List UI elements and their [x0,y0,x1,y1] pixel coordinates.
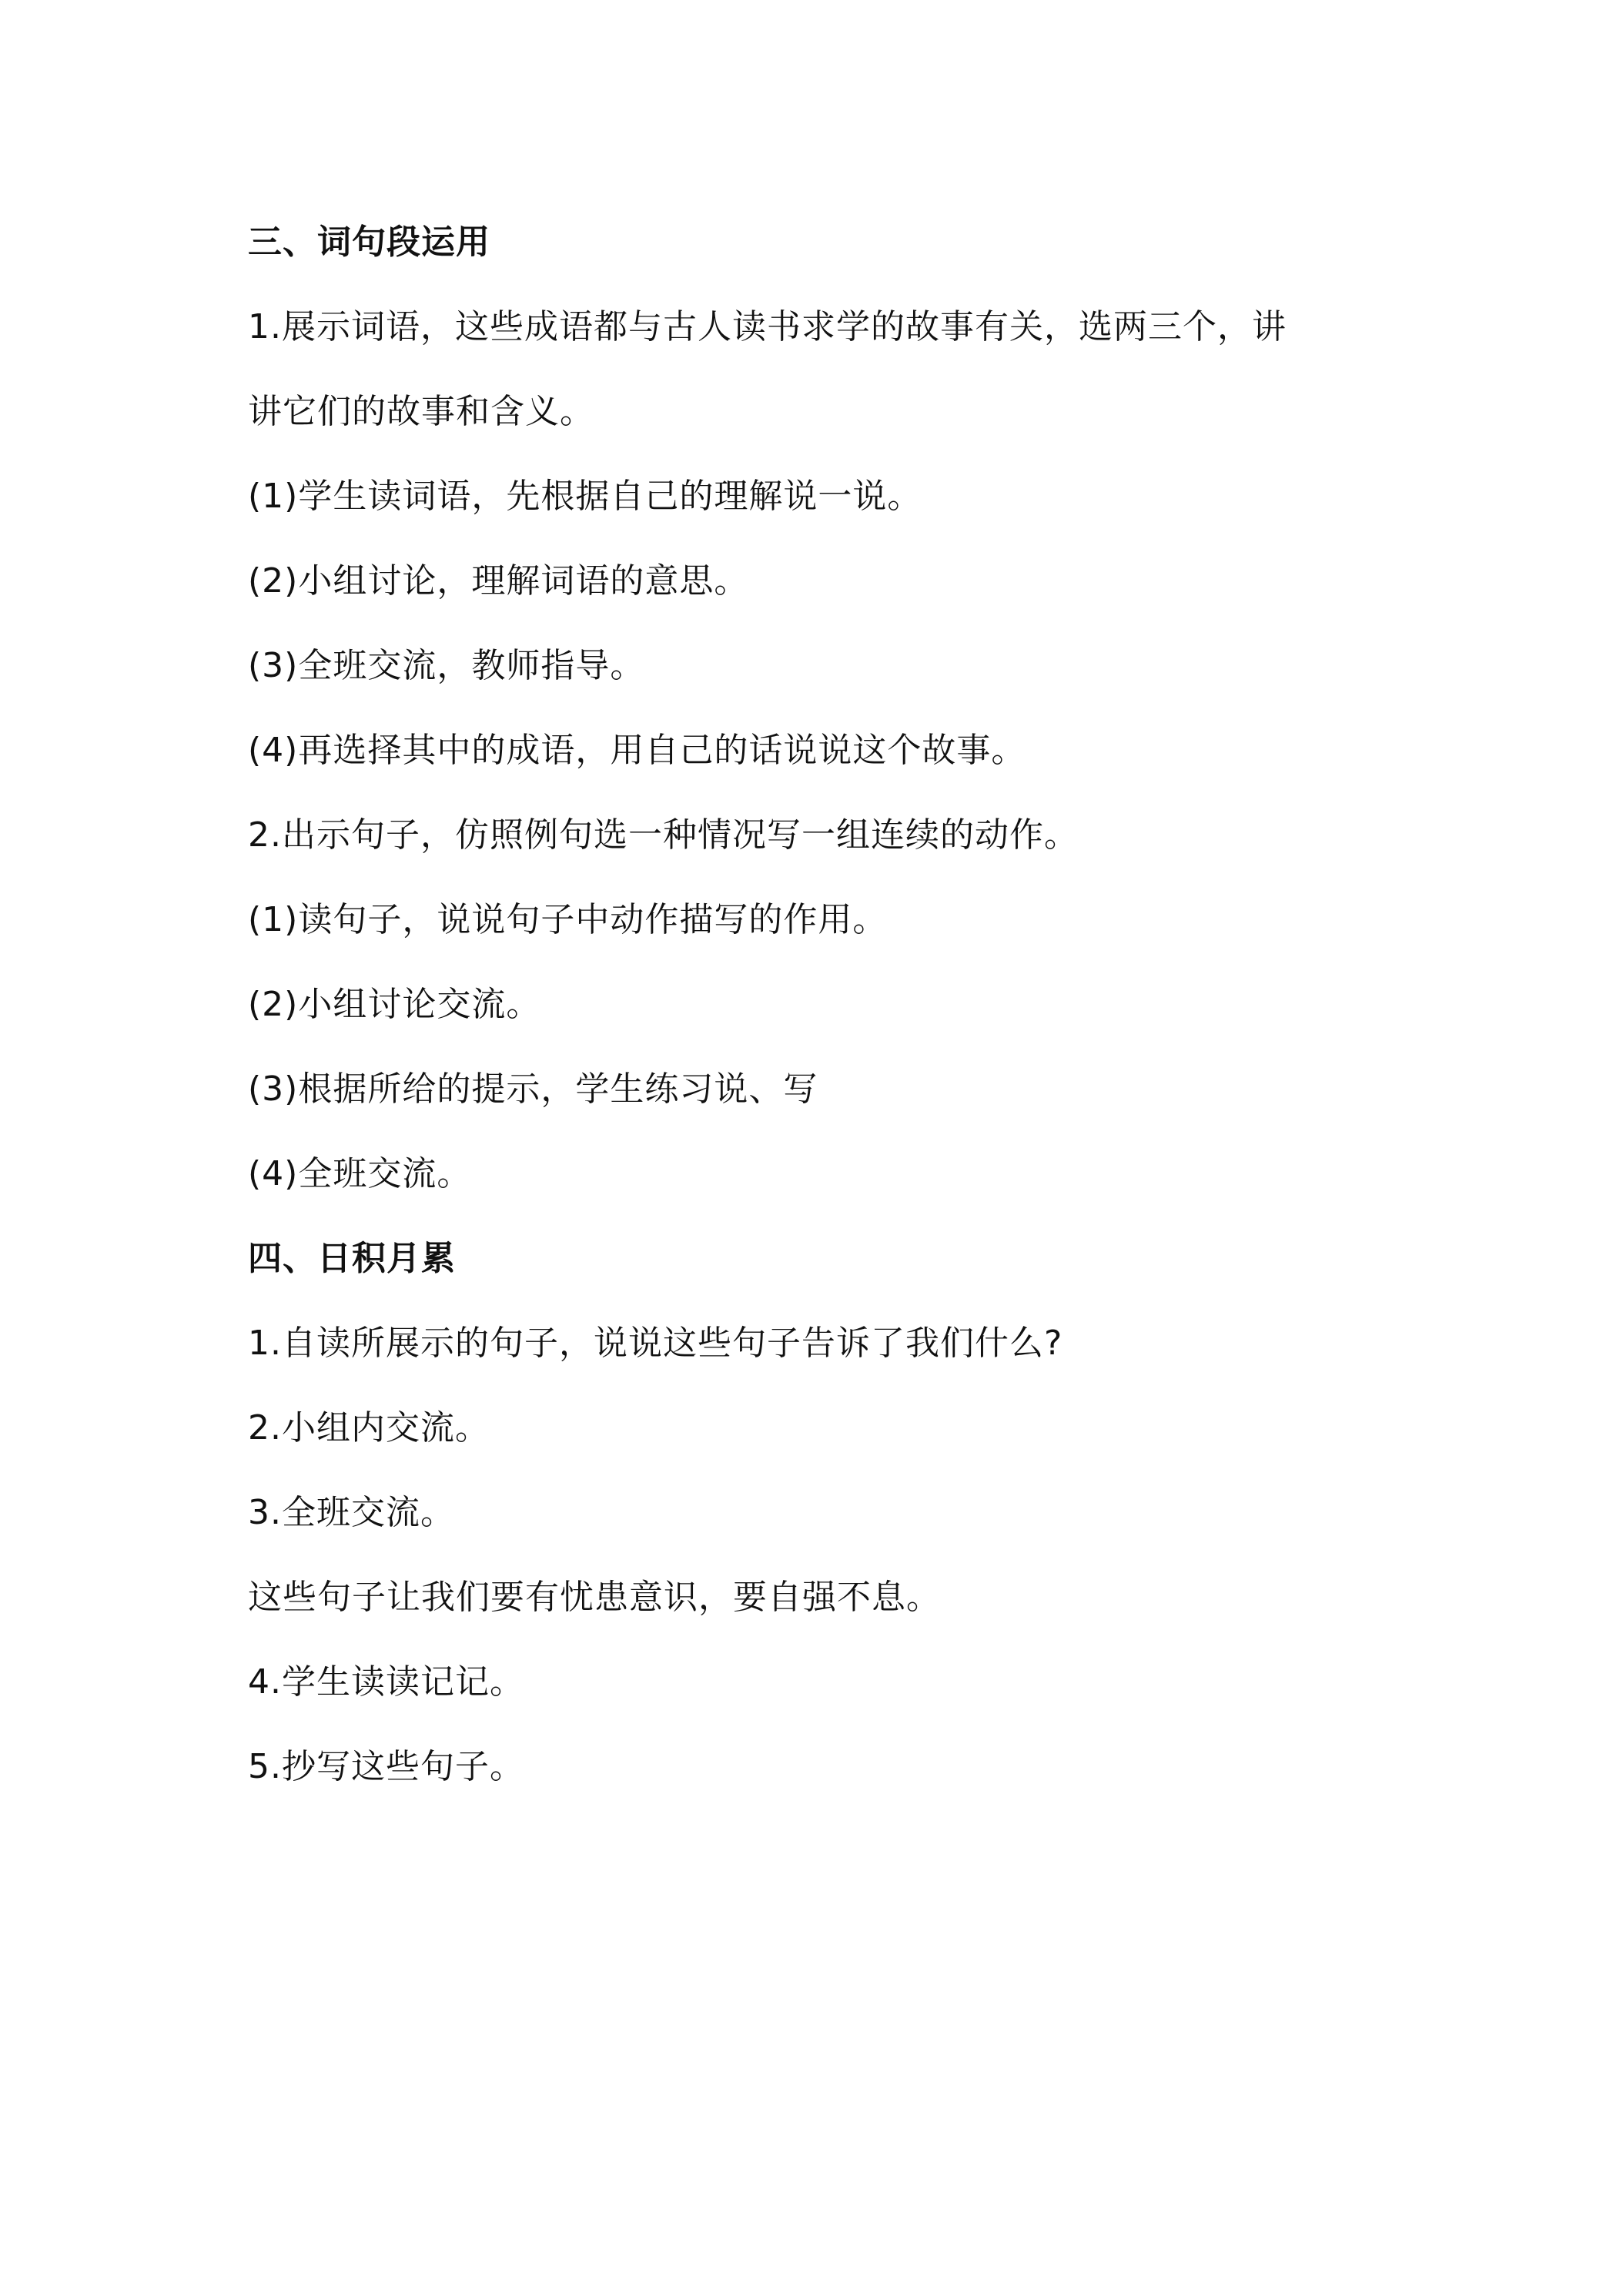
section-heading-4: 四、日积月累 [248,1239,456,1278]
paragraph-line: 2.出示句子，仿照例句选一种情况写一组连续的动作。 [248,815,1079,855]
paragraph-line: (2)小组讨论交流。 [248,985,541,1024]
paragraph-line: 1.自读所展示的句子，说说这些句子告诉了我们什么? [248,1324,1063,1363]
paragraph-line: (1)学生读词语，先根据自己的理解说一说。 [248,477,922,516]
paragraph-line: 1.展示词语，这些成语都与古人读书求学的故事有关，选两三个，讲 [248,307,1287,346]
paragraph-line: 3.全班交流。 [248,1493,455,1532]
paragraph-line: (3)全班交流，教师指导。 [248,646,645,685]
paragraph-line: 这些句子让我们要有忧患意识，要自强不息。 [248,1578,941,1617]
paragraph-line: (2)小组讨论，理解词语的意思。 [248,561,749,601]
paragraph-line: (4)再选择其中的成语，用自己的话说说这个故事。 [248,731,1026,770]
paragraph-line: 2.小组内交流。 [248,1408,490,1448]
paragraph-line: 5.抄写这些句子。 [248,1747,524,1786]
paragraph-line: 4.学生读读记记。 [248,1662,524,1702]
section-heading-3: 三、词句段运用 [248,223,490,262]
paragraph-line: (1)读句子，说说句子中动作描写的作用。 [248,900,888,939]
paragraph-line: 讲它们的故事和含义。 [248,392,594,431]
paragraph-line: (3)根据所给的提示，学生练习说、写 [248,1069,818,1109]
paragraph-line: (4)全班交流。 [248,1154,472,1193]
document-body [248,200,1403,1809]
